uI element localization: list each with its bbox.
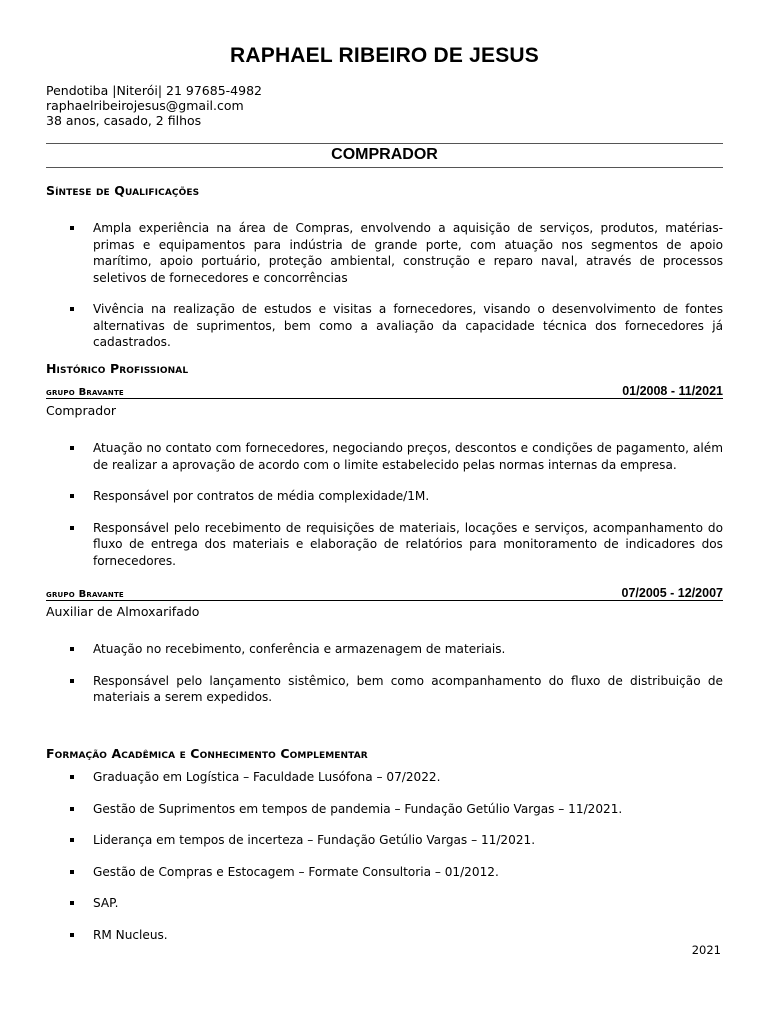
candidate-name: RAPHAEL RIBEIRO DE JESUS	[230, 44, 539, 67]
job-dates: 01/2008 - 11/2021	[622, 384, 723, 398]
list-item: Atuação no recebimento, conferência e armazenagem de materiais.	[46, 641, 723, 658]
job-header	[46, 384, 723, 399]
list-item: Responsável pelo recebimento de requisições de materiais, locações e serviços, acompanhamento do fluxo de entrega dos materiais e elaboração de relatórios para monitoramento de indicadores dos fornecedores.	[46, 520, 723, 570]
list-item: Vivência na realização de estudos e visitas a fornecedores, visando o desenvolvimento de fontes alternativas de suprimentos, bem como a avaliação da capacidade técnica dos fornecedores já cadastrados.	[46, 301, 723, 351]
list-item: SAP.	[46, 895, 723, 912]
section-title-qualifications: Síntese de Qualificações	[46, 183, 200, 198]
job-role: Comprador	[46, 403, 117, 418]
job-duties-list	[46, 440, 723, 569]
job-duties-list	[46, 641, 723, 706]
divider-bottom	[46, 167, 723, 168]
job-header	[46, 586, 723, 601]
personal-info: 38 anos, casado, 2 filhos	[46, 113, 202, 128]
email: raphaelribeirojesus@gmail.com	[46, 98, 244, 113]
contact-block	[46, 83, 262, 128]
list-item: Atuação no contato com fornecedores, negociando preços, descontos e condições de pagamento, além de realizar a aprovação de acordo com o limite estabelecido pelas normas internas da empresa.	[46, 440, 723, 473]
job-dates: 07/2005 - 12/2007	[621, 586, 723, 600]
section-title-education: Formação Acadêmica e Conhecimento Complementar	[46, 746, 368, 761]
company-name: grupo Bravante	[46, 589, 124, 600]
company-name: grupo Bravante	[46, 387, 124, 398]
footer-year: 2021	[691, 943, 721, 957]
list-item: Responsável por contratos de média complexidade/1M.	[46, 488, 723, 505]
job-role: Auxiliar de Almoxarifado	[46, 604, 200, 619]
address-phone: Pendotiba |Niterói| 21 97685-4982	[46, 83, 262, 98]
list-item: Ampla experiência na área de Compras, envolvendo a aquisição de serviços, produtos, matérias-primas e equipamentos para indústria de grande porte, com atuação nos segmentos de apoio marítimo, apoio portuário, proteção ambiental, construção e reparo naval, através de processos seletivos de fornecedores e concorrências	[46, 220, 723, 286]
section-title-history: Histórico Profissional	[46, 361, 189, 376]
list-item: Gestão de Compras e Estocagem – Formate Consultoria – 01/2012.	[46, 864, 723, 881]
list-item: Gestão de Suprimentos em tempos de pandemia – Fundação Getúlio Vargas – 11/2021.	[46, 801, 723, 818]
education-list	[46, 769, 723, 943]
list-item: Liderança em tempos de incerteza – Fundação Getúlio Vargas – 11/2021.	[46, 832, 723, 849]
list-item: Graduação em Logística – Faculdade Lusófona – 07/2022.	[46, 769, 723, 786]
list-item: Responsável pelo lançamento sistêmico, bem como acompanhamento do fluxo de distribuição de materiais a serem expedidos.	[46, 673, 723, 706]
list-item: RM Nucleus.	[46, 927, 723, 944]
qualifications-list	[46, 220, 723, 351]
objective-title: COMPRADOR	[331, 146, 438, 163]
divider-top	[46, 143, 723, 144]
